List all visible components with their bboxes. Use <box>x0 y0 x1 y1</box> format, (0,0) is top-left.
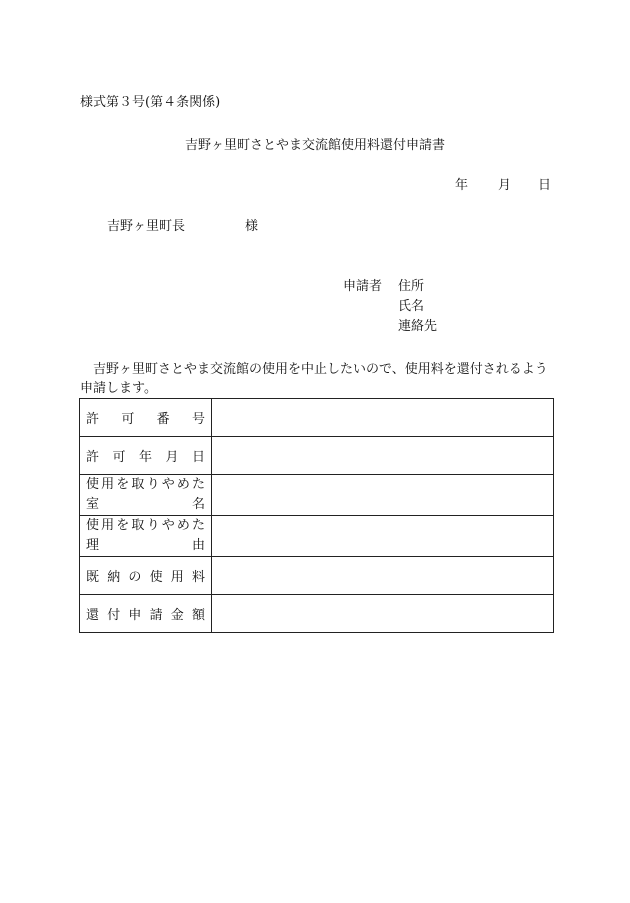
label-char: 月 <box>165 450 179 465</box>
label-char: 可 <box>121 412 135 427</box>
application-info-table <box>79 398 554 633</box>
label-char: 許 <box>86 412 100 427</box>
label-char: 取 <box>131 477 145 492</box>
label-char: や <box>161 518 175 533</box>
label-char: た <box>191 518 205 533</box>
table-row-permit-number <box>80 399 554 437</box>
label-char: 使 <box>149 570 163 585</box>
document-title: 吉野ヶ里町さとやま交流館使用料還付申請書 <box>184 138 445 153</box>
label-char: 使 <box>86 477 100 492</box>
label-char: 既 <box>86 570 100 585</box>
cancel-reason-field[interactable] <box>212 516 554 557</box>
label-char: や <box>161 477 175 492</box>
label-char: 用 <box>101 518 115 533</box>
applicant-contact-label: 連絡先 <box>398 319 438 334</box>
label-char: 料 <box>191 570 205 585</box>
paid-fee-label <box>80 557 212 595</box>
table-row-permit-date <box>80 437 554 475</box>
request-statement: 吉野ヶ里町さとやま交流館の使用を中止したいので、使用料を還付されるよう申請します。 <box>80 362 548 396</box>
label-char: 用 <box>101 477 115 492</box>
label-char: 年 <box>138 450 152 465</box>
label-char: た <box>191 477 205 492</box>
table-row-cancelled-room <box>80 475 554 516</box>
label-char: 取 <box>131 518 145 533</box>
addressee-honorific: 様 <box>245 219 259 234</box>
label-char: 号 <box>191 412 205 427</box>
paid-fee-field[interactable] <box>212 557 554 595</box>
label-char: を <box>116 477 130 492</box>
table-row-paid-fee <box>80 557 554 595</box>
applicant-name-label: 氏名 <box>398 299 425 314</box>
label-char: 用 <box>170 570 184 585</box>
label-char: 使 <box>86 518 100 533</box>
cancel-reason-label <box>80 516 212 557</box>
date-day-label: 日 <box>538 178 552 193</box>
label-char: め <box>176 477 190 492</box>
permit-date-field[interactable] <box>212 437 554 475</box>
table-row-refund-amount <box>80 595 554 633</box>
label-char: り <box>146 518 160 533</box>
label-char: の <box>128 570 142 585</box>
refund-amount-field[interactable] <box>212 595 554 633</box>
permit-date-label <box>80 437 212 475</box>
label-char: 請 <box>149 608 163 623</box>
label-char: め <box>176 518 190 533</box>
label-char: 額 <box>191 608 205 623</box>
label-char: 還 <box>86 608 100 623</box>
applicant-address-label: 住所 <box>398 279 425 294</box>
label-char: 番 <box>156 412 170 427</box>
label-char: 由 <box>191 538 205 553</box>
label-char: 許 <box>86 450 100 465</box>
date-year-label: 年 <box>455 178 469 193</box>
label-char: 名 <box>191 497 205 512</box>
label-char: 可 <box>112 450 126 465</box>
label-char: 金 <box>170 608 184 623</box>
applicant-label: 申請者 <box>343 279 383 294</box>
label-char: 日 <box>191 450 205 465</box>
refund-amount-label <box>80 595 212 633</box>
label-char: 室 <box>86 497 100 512</box>
label-char: を <box>116 518 130 533</box>
cancelled-room-field[interactable] <box>212 475 554 516</box>
label-char: 付 <box>107 608 121 623</box>
form-number: 様式第３号(第４条関係) <box>80 95 221 110</box>
label-char: 申 <box>128 608 142 623</box>
label-char: り <box>146 477 160 492</box>
date-month-label: 月 <box>498 178 512 193</box>
permit-number-label <box>80 399 212 437</box>
label-char: 納 <box>107 570 121 585</box>
table-row-cancel-reason <box>80 516 554 557</box>
addressee-name: 吉野ヶ里町長 <box>107 219 186 234</box>
label-char: 理 <box>86 538 100 553</box>
permit-number-field[interactable] <box>212 399 554 437</box>
cancelled-room-label <box>80 475 212 516</box>
